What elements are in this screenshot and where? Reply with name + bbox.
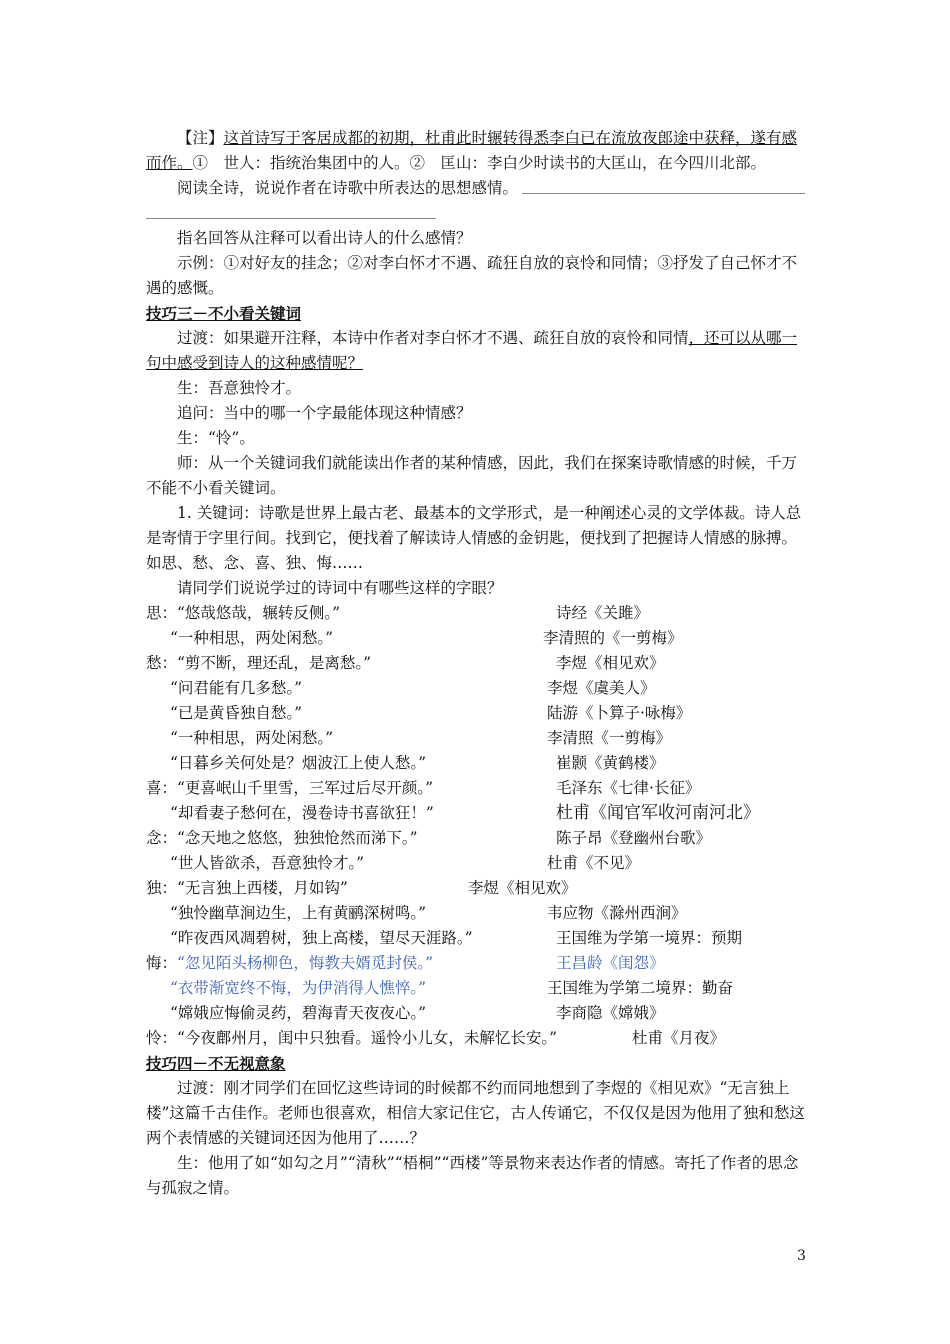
transition-part-a: 过渡：如果避开注释，本诗中作者对李白怀才不遇、疏狂自放的哀怜和同情 [177,329,689,347]
poem-row: 念： “念天地之悠悠，独独怆然而涕下。” 陈子昂《登幽州台歌》 [146,829,712,847]
question-2: 指名回答从注释可以看出诗人的什么感情？ [177,229,472,247]
example-answer: 示例：①对好友的挂念；②对李白怀才不遇、疏狂自放的哀怜和同情；③抒发了自己怀才不遇的感慨。 [146,254,798,297]
poem-row: 思： “悠哉悠哉，辗转反侧。” 诗经《关雎》 [146,604,650,622]
question-1: 阅读全诗，说说作者在诗歌中所表达的思想感情。 [177,179,519,197]
skill-4-student-answer: 生：他用了如“如勾之月”“清秋”“梧桐”“西楼”等景物来表达作者的情感。寄托了作者的思念与孤寂之情。 [146,1154,799,1197]
poem-row: “一种相思，两处闲愁。” 李清照《一剪梅》 [170,729,672,747]
poem-row: “已是黄昏独自愁。” 陆游《卜算子·咏梅》 [170,704,692,722]
poem-row: “昨夜西风凋碧树，独上高楼，望尽天涯路。” 王国维为学第一境界：预期 [170,929,743,947]
poem-row: “一种相思，两处闲愁。” 李清照的《一剪梅》 [170,629,683,647]
poem-row: “嫦娥应悔偷灵药，碧海青天夜夜心。” 李商隐《嫦娥》 [170,1004,665,1022]
skill-4-heading: 技巧四－不无视意象 [146,1054,286,1073]
poem-row: “世人皆欲杀，吾意独怜才。” 杜甫《不见》 [170,854,641,872]
student-answer-1: 生：吾意独怜才。 [177,379,302,397]
follow-up-question: 追问：当中的哪一个字最能体现这种情感？ [177,404,472,422]
student-answer-2: 生：“怜”。 [177,429,255,447]
keyword-paragraph: 1. 关键词：诗歌是世界上最古老、最基本的文学形式，是一种阐述心灵的文学体裁。诗人总是寄情于字里行间。找到它，便找着了解读诗人情感的金钥匙，便找到了把握诗人情感的脉搏。如思、愁、念、喜、独、悔…… [146,504,802,572]
poem-row: 喜： “更喜岷山千里雪，三军过后尽开颜。” 毛泽东《七律·长征》 [146,779,701,797]
page-number: 3 [797,1248,806,1264]
poem-row: 悔： “忽见陌头杨柳色，悔教夫婿觅封侯。” 王昌龄《闺怨》 [146,954,665,972]
transition-part-b: ，还可以从哪一句中感受到诗人的这种感情呢？ [146,329,798,372]
poem-row: 怜： “今夜鄜州月，闺中只独看。遥怜小儿女，未解忆长安。” 杜甫《月夜》 [146,1029,726,1047]
poem-row: “却看妻子愁何在，漫卷诗书喜欲狂！” 杜甫《闻官军收河南河北》 [170,803,760,823]
poem-row: “日暮乡关何处是？烟波江上使人愁。” 崔颢《黄鹤楼》 [170,754,665,772]
note-underlined: 这首诗写于客居成都的初期，杜甫此时辗转得悉李白已在流放夜郎途中获释，遂有感而作。 [146,129,798,172]
skill-3-heading: 技巧三－不小看关键词 [146,304,302,323]
teacher-remark: 师：从一个关键词我们就能读出作者的某种情感，因此，我们在探案诗歌情感的时候，千万不能不小看关键词。 [146,454,798,497]
keyword-question: 请同学们说说学过的诗词中有哪些这样的字眼？ [177,579,503,597]
poem-row: “衣带渐宽终不悔，为伊消得人憔悴。” 王国维为学第二境界：勤奋 [170,979,734,997]
poem-row: “问君能有几多愁。” 李煜《虞美人》 [170,679,656,697]
note-rest: ① 世人：指统治集团中的人。② 匡山：李白少时读书的大匡山，在今四川北部。 [192,154,767,172]
poem-row: 愁： “剪不断，理还乱，是离愁。” 李煜《相见欢》 [146,654,665,672]
answer-blank-line-2 [146,218,436,219]
note-paragraph [146,126,810,176]
poem-row: 独： “无言独上西楼，月如钩” 李煜《相见欢》 [146,879,577,897]
answer-blank-line [522,193,805,194]
skill-3-transition [146,326,810,376]
poem-row: “独怜幽草涧边生，上有黄鹂深树鸣。” 韦应物《滁州西涧》 [170,904,687,922]
note-prefix: 【注】 [177,129,224,147]
skill-4-transition: 过渡：刚才同学们在回忆这些诗词的时候都不约而同地想到了李煜的《相见欢》“无言独上楼”这篇千古佳作。老师也很喜欢，相信大家记住它，古人传诵它，不仅仅是因为他用了独和愁这两个表情感的关键词还因为他用了……？ [146,1079,805,1147]
